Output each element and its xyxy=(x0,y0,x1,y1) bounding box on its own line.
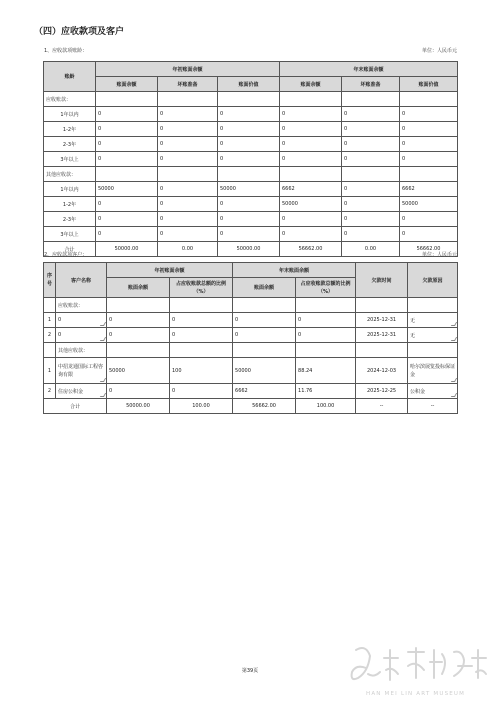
empty-cell xyxy=(96,167,158,182)
empty-cell xyxy=(233,298,296,313)
aging-row xyxy=(44,107,458,122)
aging-label: 1-2年 xyxy=(44,122,96,137)
total-cell: 50000.00 xyxy=(218,242,280,257)
group-label: 应收账款： xyxy=(56,298,107,313)
empty-cell xyxy=(356,343,408,358)
value-cell: 0 xyxy=(280,212,342,227)
value-cell: 0 xyxy=(218,212,280,227)
balance-cell: 0 xyxy=(233,328,296,343)
due-date-cell: 2025-12-25 xyxy=(356,384,408,399)
value-cell: 0 xyxy=(218,107,280,122)
value-cell: 50000 xyxy=(400,197,458,212)
empty-cell xyxy=(218,92,280,107)
customer-row xyxy=(44,384,458,399)
value-cell: 0 xyxy=(342,152,400,167)
total-cell: 56662.00 xyxy=(280,242,342,257)
value-cell: 0 xyxy=(280,227,342,242)
total-label: 合计 xyxy=(44,399,107,414)
value-cell: 0 xyxy=(96,137,158,152)
begin-balance-header: 年初账面余额 xyxy=(96,62,280,77)
total-label: 合计 xyxy=(44,242,96,257)
value-cell: 50000 xyxy=(218,182,280,197)
aging-table xyxy=(43,61,458,257)
value-cell: 0 xyxy=(96,107,158,122)
aging-row xyxy=(44,212,458,227)
balance-header: 账面余额 xyxy=(107,278,170,298)
customer-unit: 单位：人民币元 xyxy=(421,252,457,258)
ratio-cell: 0 xyxy=(170,384,233,399)
empty-cell xyxy=(408,343,458,358)
seq-cell: 1 xyxy=(44,313,56,328)
aging-unit: 单位：人民币元 xyxy=(421,48,457,54)
value-cell: 0 xyxy=(218,137,280,152)
balance-cell: 0 xyxy=(107,328,170,343)
col-header: 账面余额 xyxy=(96,77,158,92)
col-header: 账面价值 xyxy=(400,77,458,92)
value-cell: 0 xyxy=(158,227,218,242)
ratio-header: 占应收账款总额的比例（%） xyxy=(170,278,233,298)
total-cell: 56662.00 xyxy=(400,242,458,257)
reason-cell: 公积金 xyxy=(408,384,458,399)
aging-group-row xyxy=(44,92,458,107)
value-cell: 0 xyxy=(280,152,342,167)
watermark-text: HAN MEI LIN ART MUSEUM xyxy=(366,691,466,697)
aging-group-row xyxy=(44,167,458,182)
customer-name-cell: 住房公积金 xyxy=(56,384,107,399)
ratio-cell: 11.76 xyxy=(296,384,356,399)
value-cell: 0 xyxy=(342,107,400,122)
value-cell: 0 xyxy=(96,227,158,242)
value-cell: 0 xyxy=(158,182,218,197)
empty-cell xyxy=(342,167,400,182)
begin-balance-header: 年初账面余额 xyxy=(107,263,233,278)
aging-caption: 1、应收款项账龄： xyxy=(44,48,88,54)
ratio-cell: 0 xyxy=(170,313,233,328)
balance-cell: 50000 xyxy=(107,358,170,384)
group-label: 其他应收款： xyxy=(44,167,96,182)
ratio-cell: 100 xyxy=(170,358,233,384)
empty-cell xyxy=(44,343,56,358)
group-label: 应收账款： xyxy=(44,92,96,107)
due-header: 欠款时间 xyxy=(356,263,408,298)
aging-row xyxy=(44,182,458,197)
col-header: 坏账准备 xyxy=(158,77,218,92)
empty-cell xyxy=(170,298,233,313)
customer-name-cell: 0 xyxy=(56,313,107,328)
value-cell: 0 xyxy=(218,227,280,242)
ratio-cell: 0 xyxy=(296,328,356,343)
value-cell: 0 xyxy=(158,137,218,152)
customer-row xyxy=(44,358,458,384)
value-cell: 0 xyxy=(400,107,458,122)
total-cell: -- xyxy=(356,399,408,414)
total-cell: 56662.00 xyxy=(233,399,296,414)
value-cell: 0 xyxy=(96,197,158,212)
empty-cell xyxy=(296,343,356,358)
empty-cell xyxy=(280,92,342,107)
value-cell: 0 xyxy=(96,152,158,167)
value-cell: 0 xyxy=(218,152,280,167)
museum-watermark xyxy=(346,640,496,700)
empty-cell xyxy=(296,298,356,313)
empty-cell xyxy=(400,167,458,182)
aging-label: 2-3年 xyxy=(44,137,96,152)
aging-label: 3年以上 xyxy=(44,152,96,167)
aging-row xyxy=(44,227,458,242)
value-cell: 0 xyxy=(280,137,342,152)
seq-header: 序号 xyxy=(44,263,56,298)
empty-cell xyxy=(408,298,458,313)
ratio-cell: 0 xyxy=(296,313,356,328)
customer-total-row xyxy=(44,399,458,414)
value-cell: 0 xyxy=(342,212,400,227)
empty-cell xyxy=(280,167,342,182)
reason-cell: 无 xyxy=(408,328,458,343)
balance-cell: 50000 xyxy=(233,358,296,384)
end-balance-header: 年末账面余额 xyxy=(280,62,458,77)
due-date-cell: 2025-12-31 xyxy=(356,313,408,328)
value-cell: 6662 xyxy=(280,182,342,197)
end-balance-header: 年末账面余额 xyxy=(233,263,356,278)
total-cell: -- xyxy=(408,399,458,414)
reason-cell: 哈尔滨展览投标保证金 xyxy=(408,358,458,384)
ratio-cell: 0 xyxy=(170,328,233,343)
col-header: 账面余额 xyxy=(280,77,342,92)
due-date-cell: 2024-12-03 xyxy=(356,358,408,384)
customer-name-cell: 中招龙通国际工程咨询有限 xyxy=(56,358,107,384)
aging-total-row xyxy=(44,242,458,257)
total-cell: 100.00 xyxy=(170,399,233,414)
empty-cell xyxy=(96,92,158,107)
value-cell: 0 xyxy=(342,227,400,242)
col-header: 账面价值 xyxy=(218,77,280,92)
customer-caption: 2、应收款项客户： xyxy=(44,252,88,258)
seq-cell: 2 xyxy=(44,328,56,343)
balance-cell: 0 xyxy=(107,384,170,399)
value-cell: 50000 xyxy=(280,197,342,212)
empty-cell xyxy=(170,343,233,358)
empty-cell xyxy=(44,298,56,313)
value-cell: 0 xyxy=(158,122,218,137)
value-cell: 0 xyxy=(342,197,400,212)
empty-cell xyxy=(158,92,218,107)
empty-cell xyxy=(158,167,218,182)
balance-cell: 0 xyxy=(107,313,170,328)
empty-cell xyxy=(400,92,458,107)
aging-header: 账龄 xyxy=(44,62,96,92)
reason-header: 欠款原因 xyxy=(408,263,458,298)
value-cell: 0 xyxy=(400,152,458,167)
seq-cell: 1 xyxy=(44,358,56,384)
value-cell: 0 xyxy=(342,122,400,137)
empty-cell xyxy=(233,343,296,358)
empty-cell xyxy=(342,92,400,107)
customer-row xyxy=(44,328,458,343)
value-cell: 0 xyxy=(218,122,280,137)
customer-group-row xyxy=(44,298,458,313)
value-cell: 6662 xyxy=(400,182,458,197)
aging-row xyxy=(44,137,458,152)
aging-row xyxy=(44,122,458,137)
customer-name-cell: 0 xyxy=(56,328,107,343)
balance-header: 账面余额 xyxy=(233,278,296,298)
value-cell: 0 xyxy=(400,212,458,227)
total-cell: 50000.00 xyxy=(107,399,170,414)
customer-row xyxy=(44,313,458,328)
reason-cell: 无 xyxy=(408,313,458,328)
aging-label: 1年以内 xyxy=(44,107,96,122)
group-label: 其他应收款： xyxy=(56,343,107,358)
empty-cell xyxy=(356,298,408,313)
customer-header: 客户名称 xyxy=(56,263,107,298)
value-cell: 0 xyxy=(158,212,218,227)
value-cell: 0 xyxy=(342,137,400,152)
value-cell: 0 xyxy=(96,212,158,227)
value-cell: 0 xyxy=(158,197,218,212)
value-cell: 0 xyxy=(218,197,280,212)
aging-label: 1年以内 xyxy=(44,182,96,197)
value-cell: 0 xyxy=(96,122,158,137)
empty-cell xyxy=(218,167,280,182)
total-cell: 100.00 xyxy=(296,399,356,414)
value-cell: 0 xyxy=(342,182,400,197)
empty-cell xyxy=(107,298,170,313)
col-header: 坏账准备 xyxy=(342,77,400,92)
value-cell: 0 xyxy=(400,122,458,137)
balance-cell: 6662 xyxy=(233,384,296,399)
customer-table xyxy=(43,262,458,414)
value-cell: 0 xyxy=(280,122,342,137)
total-cell: 0.00 xyxy=(158,242,218,257)
aging-row xyxy=(44,197,458,212)
empty-cell xyxy=(107,343,170,358)
value-cell: 0 xyxy=(158,152,218,167)
total-cell: 0.00 xyxy=(342,242,400,257)
aging-label: 2-3年 xyxy=(44,212,96,227)
due-date-cell: 2025-12-31 xyxy=(356,328,408,343)
value-cell: 50000 xyxy=(96,182,158,197)
seq-cell: 2 xyxy=(44,384,56,399)
balance-cell: 0 xyxy=(233,313,296,328)
page-number: 第39页 xyxy=(241,668,259,674)
value-cell: 0 xyxy=(158,107,218,122)
ratio-header: 占应收账款总额的比例（%） xyxy=(296,278,356,298)
customer-group-row xyxy=(44,343,458,358)
section-title: （四）应收款项及客户 xyxy=(34,27,125,37)
value-cell: 0 xyxy=(280,107,342,122)
ratio-cell: 88.24 xyxy=(296,358,356,384)
value-cell: 0 xyxy=(400,137,458,152)
aging-label: 3年以上 xyxy=(44,227,96,242)
value-cell: 0 xyxy=(400,227,458,242)
total-cell: 50000.00 xyxy=(96,242,158,257)
aging-label: 1-2年 xyxy=(44,197,96,212)
aging-row xyxy=(44,152,458,167)
